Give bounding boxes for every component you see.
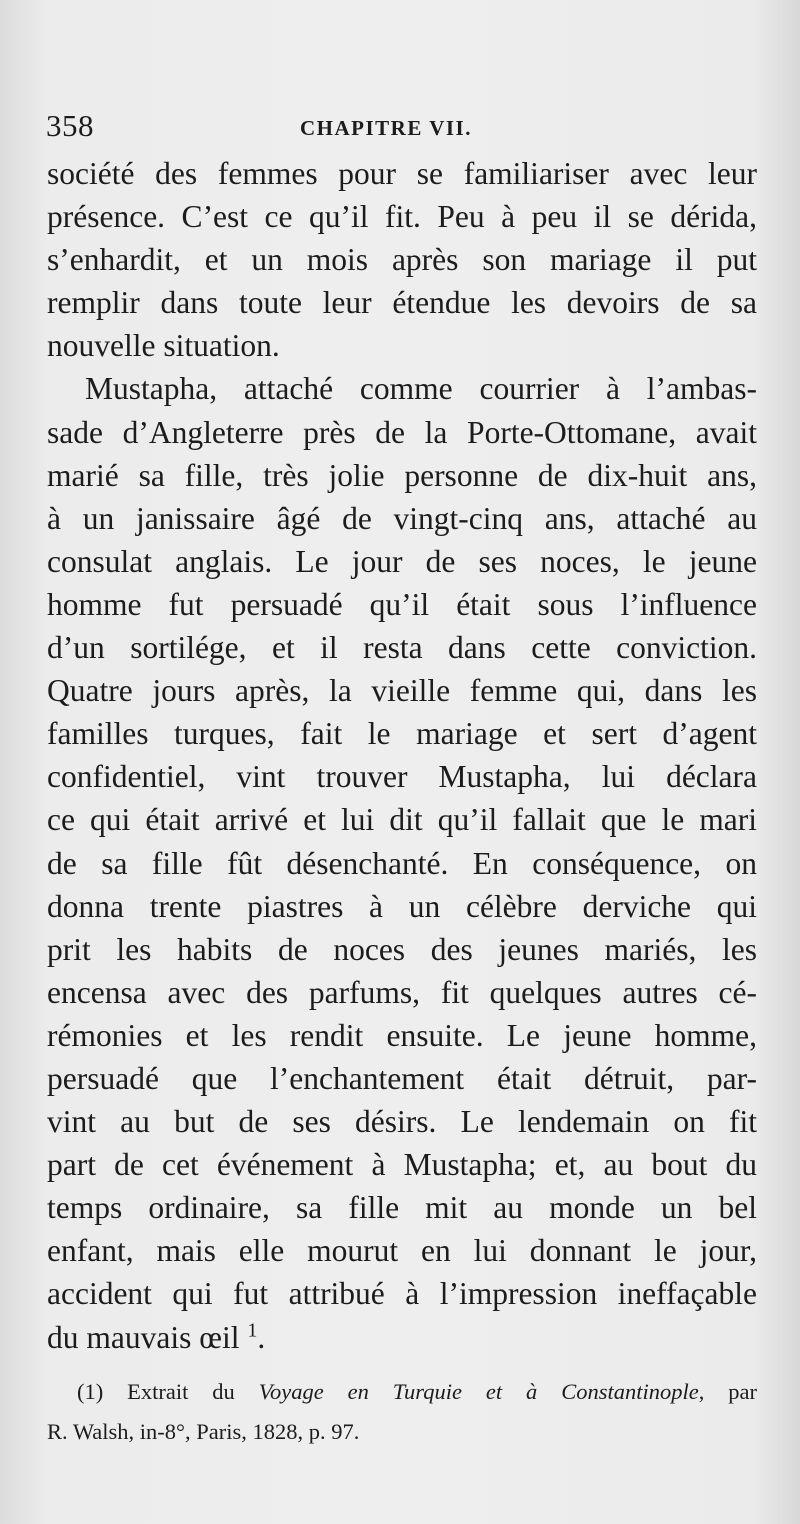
footnote-line-1 (47, 1372, 757, 1412)
text-line: rémonies et les rendit ensuite. Le jeune homme, (47, 1017, 757, 1053)
text-line: temps ordinaire, sa fille mit au monde un bel (47, 1190, 757, 1226)
text-line: ce qui était arrivé et lui dit qu’il fallait que le mari (47, 802, 757, 838)
text-line: part de cet événement à Mustapha; et, au bout du (47, 1147, 757, 1183)
text-line: consulat anglais. Le jour de ses noces, le jeune (47, 543, 757, 579)
page-number: 358 (46, 108, 94, 143)
text-line: donna trente piastres à un célèbre derviche qui (47, 888, 757, 924)
text-line: s’enhardit, et un mois après son mariage il put (47, 242, 757, 278)
footnote-after-title: , par (698, 1379, 757, 1404)
text-line: homme fut persuadé qu’il était sous l’influence (47, 586, 757, 622)
text-line: d’un sortilége, et il resta dans cette conviction. (47, 630, 757, 666)
text-line: de sa fille fût désenchanté. En conséquence, on (47, 845, 757, 881)
text-line: remplir dans toute leur étendue les devoirs de sa (47, 285, 757, 321)
running-head: CHAPITRE VII. (300, 116, 472, 140)
final-line-text: du mauvais œil (47, 1319, 240, 1355)
text-line: accident qui fut attribué à l’impression ineffaçable (47, 1276, 757, 1312)
page-header (46, 108, 746, 148)
text-line: prit les habits de noces des jeunes mariés, les (47, 931, 757, 967)
footnote-label: (1) Extrait du (77, 1379, 235, 1404)
footnote (47, 1372, 757, 1452)
text-line: enfant, mais elle mourut en lui donnant le jour, (47, 1233, 757, 1269)
text-line: encensa avec des parfums, fit quelques autres cé- (47, 974, 757, 1010)
text-line: nouvelle situation. (47, 328, 280, 364)
footnote-line-2: R. Walsh, in-8°, Paris, 1828, p. 97. (47, 1419, 360, 1444)
text-line: confidentiel, vint trouver Mustapha, lui déclara (47, 759, 757, 795)
text-line: persuadé que l’enchantement était détruit, par- (47, 1060, 757, 1096)
text-line: vint au but de ses désirs. Le lendemain on fit (47, 1104, 757, 1140)
text-line: présence. C’est ce qu’il fit. Peu à peu il se dérida, (47, 199, 757, 235)
final-punctuation: . (257, 1319, 266, 1355)
text-line: sade d’Angleterre près de la Porte-Ottomane, avait (47, 414, 757, 450)
text-line: à un janissaire âgé de vingt-cinq ans, attaché au (47, 500, 757, 536)
footnote-title: Voyage en Turquie et à Constantinople (258, 1379, 699, 1404)
text-line: société des femmes pour se familiariser avec leur (47, 156, 757, 191)
text-line-final (47, 1316, 757, 1359)
paragraph-start-line: Mustapha, attaché comme courrier à l’ambas- (85, 371, 757, 407)
text-line: marié sa fille, très jolie personne de dix-huit ans, (47, 457, 757, 493)
text-line: familles turques, fait le mariage et sert d’agent (47, 716, 757, 752)
text-line: Quatre jours après, la vieille femme qui, dans les (47, 673, 757, 709)
body-text (47, 152, 757, 1359)
footnote-reference[interactable]: 1 (247, 1319, 258, 1342)
